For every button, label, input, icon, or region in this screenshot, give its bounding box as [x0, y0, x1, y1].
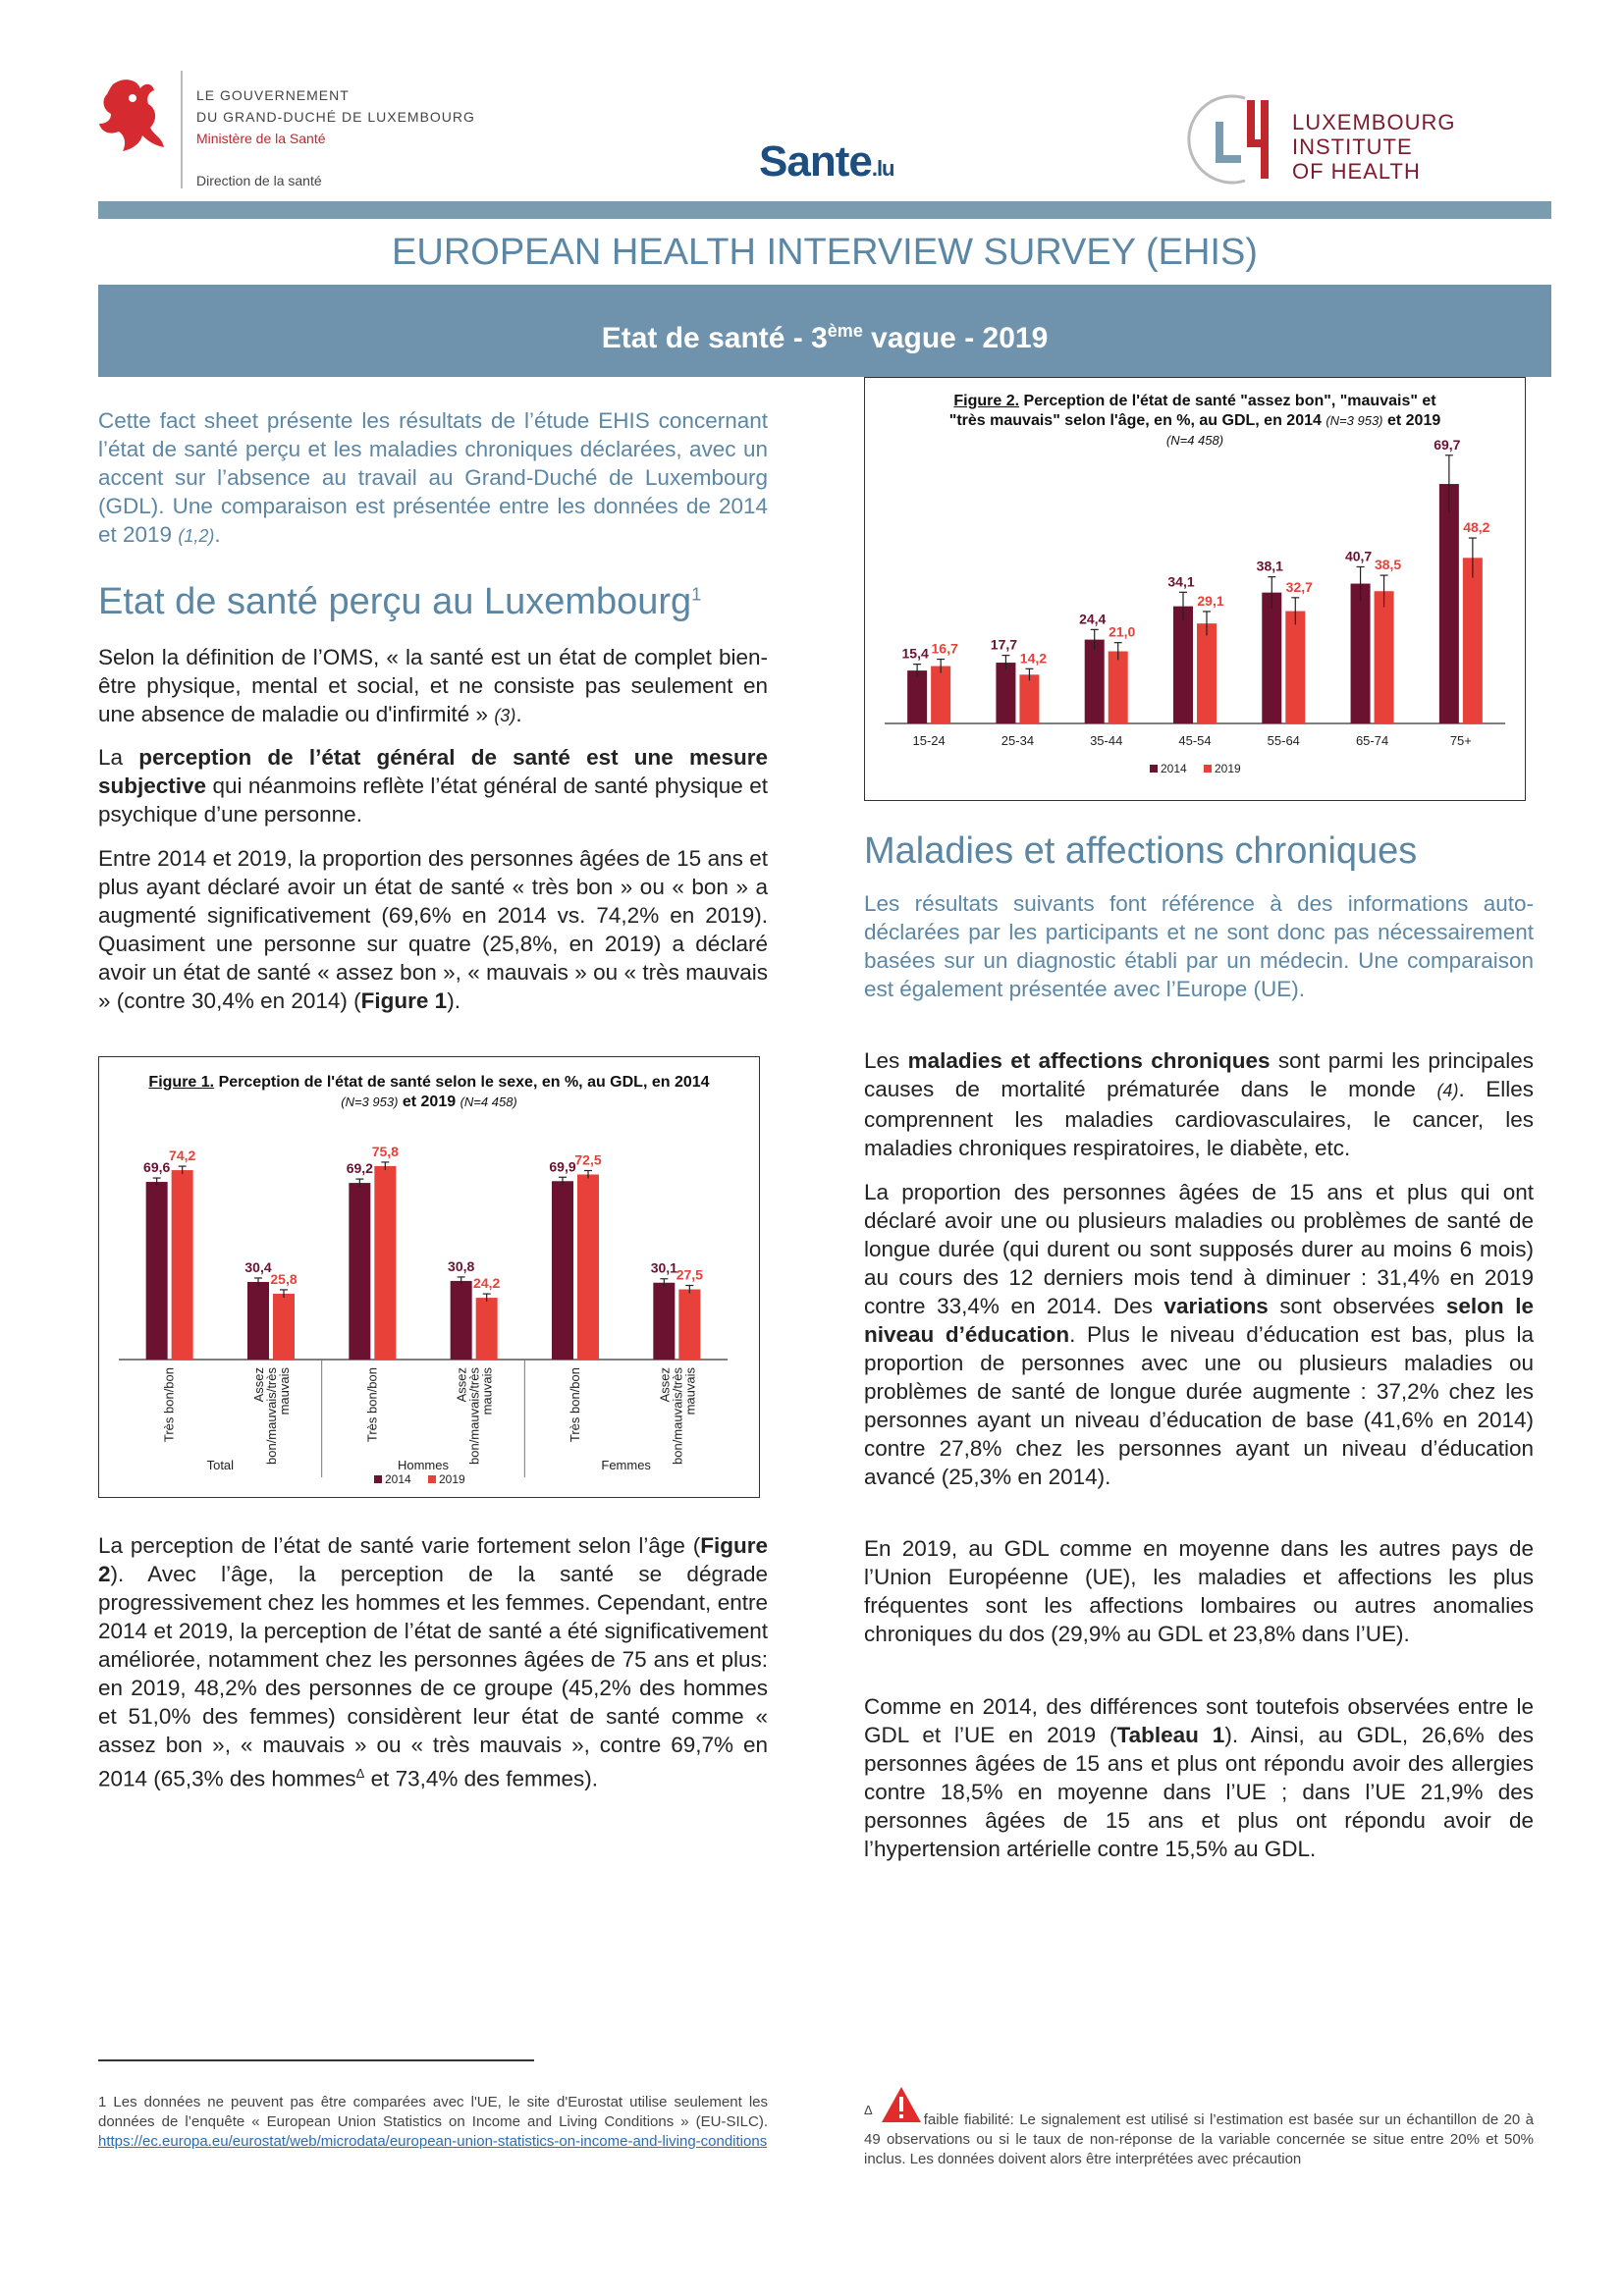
group-label: Hommes [397, 1458, 450, 1472]
heading-chronic: Maladies et affections chroniques [864, 830, 1418, 872]
figure-1-title: Figure 1. Perception de l'état de santé selon le sexe, en %, au GDL, en 2014 (N=3 953) et 2019 (N=4 458) [148, 1074, 710, 1110]
intro-chronic: Les résultats suivants font référence à des informations auto-déclarées par les participants et ne sont donc pas nécessairement basées sur un diagnostic établi par un médecin. Une comparaison est également présentée avec l’Europe (UE). [864, 891, 1534, 1001]
data-label: 74,2 [169, 1148, 196, 1164]
bar-2019 [577, 1175, 599, 1361]
category-label-line: Très bon/bon [161, 1367, 177, 1443]
category-label [455, 1367, 495, 1465]
category-label-line: Assez [251, 1367, 266, 1403]
para-differences: Comme en 2014, des différences sont toutefois observées entre le GDL et l’UE en 2019 (Tableau 1). Ainsi, au GDL, 26,6% des personnes âgées de 15 ans et plus ont répondu avoir des allergies contre 18,5% en moyenne dans l’UE ; dans l’UE 21,9% des personnes âgées de 15 ans et plus ont répondu avoir de l’hypertension artérielle contre 15,5% au GDL. [864, 1694, 1534, 1861]
para-2014-2019: Entre 2014 et 2019, la proportion des personnes âgées de 15 ans et plus ayant déclaré avoir un état de santé « très bon » ou « bon » a augmenté significativement (69,6% en 2014 vs. 74,2% en 2019). Quasiment une personne sur quatre (25,8%, en 2019) a déclaré avoir un état de santé « assez bon », « mauvais » ou « très mauvais » (contre 30,4% en 2014) (Figure 1). [98, 846, 768, 1013]
lih-logo-mark [1186, 90, 1288, 187]
gov-divider [181, 71, 183, 188]
bar-2014 [247, 1282, 269, 1360]
category-label: 45-54 [1178, 733, 1212, 748]
para-eu: En 2019, au GDL comme en moyenne dans les autres pays de l’Union Européenne (UE), les maladies et affections les plus fréquentes sont les affections lombaires ou autres anomalies chroniques du dos (29,9% au GDL et 23,8% dans l’UE). [864, 1536, 1534, 1646]
bar-2019 [172, 1170, 193, 1360]
bar-2019 [678, 1290, 700, 1361]
data-label: 14,2 [1019, 650, 1048, 667]
data-label: 34,1 [1167, 573, 1195, 590]
bar-2014 [349, 1183, 370, 1360]
bar-2014 [1439, 484, 1459, 723]
legend-swatch-2014 [374, 1475, 382, 1483]
category-label-line: bon/mauvais/très [466, 1367, 482, 1465]
legend-swatch-2019 [428, 1475, 436, 1483]
data-label: 72,5 [574, 1151, 602, 1168]
data-label: 30,8 [448, 1257, 475, 1274]
data-label: 15,4 [901, 645, 929, 662]
category-label-line: mauvais [277, 1367, 292, 1415]
subtitle-band [98, 285, 1551, 377]
bar-2014 [1173, 607, 1193, 723]
lih-line2: INSTITUTE [1292, 134, 1413, 159]
data-label: 29,1 [1197, 592, 1224, 609]
lih-line3: OF HEALTH [1292, 159, 1421, 184]
data-label: 21,0 [1109, 623, 1136, 640]
legend-label-2019: 2019 [439, 1472, 465, 1486]
data-label: 17,7 [990, 636, 1018, 653]
bar-2019 [374, 1166, 396, 1360]
data-label: 16,7 [931, 640, 958, 657]
group-label: Femmes [601, 1458, 651, 1472]
figure-2 [864, 377, 1526, 801]
data-label: 75,8 [371, 1143, 399, 1159]
sante-logo [759, 137, 894, 187]
bar-2014 [907, 670, 927, 723]
footnote-1: 1 Les données ne peuvent pas être comparées avec l'UE, le site d'Eurostat utilise seulement les données de l’enquête « European Union Statistics on Income and Living Conditions » (EU-SILC). https://ec.europa.eu/eurostat/web/microdata/european-union-statistics-on-income-and-living-conditions [98, 2094, 768, 2150]
footnote-reliability: Δfaible fiabilité: Le signalement est utilisé si l’estimation est basée sur un échantillon de 20 à 49 observations ou si le taux de non-réponse de la variable concernée se situe entre 20% et 50% inclus. Les données doivent alors être interprétées avec précaution [864, 2103, 1534, 2167]
intro-paragraph: Cette fact sheet présente les résultats de l’étude EHIS concernant l’état de santé perçu et les maladies chroniques déclarées, avec un accent sur l’absence au travail au Grand-Duché de Luxembourg (GDL). Une comparaison est présentée entre les données de 2014 et 2019 (1,2). [98, 408, 768, 547]
category-label-line: bon/mauvais/très [670, 1367, 685, 1465]
para-subjective: La perception de l’état général de santé est une mesure subjective qui néanmoins reflète l’état général de santé physique et psychique d’une personne. [98, 745, 768, 827]
data-label: 25,8 [270, 1270, 298, 1287]
category-label [251, 1367, 292, 1465]
category-label-line: mauvais [479, 1367, 495, 1415]
data-label: 32,7 [1285, 578, 1313, 595]
data-label: 27,5 [676, 1266, 703, 1283]
category-label [657, 1367, 697, 1465]
bar-2014 [552, 1181, 573, 1360]
category-label [568, 1367, 582, 1442]
para-chronic-causes: Les maladies et affections chroniques sont parmi les principales causes de mortalité prématurée dans le monde (4). Elles comprennent les maladies cardiovasculaires, le cancer, les maladies chroniques respiratoires, le diabète, etc. [864, 1048, 1534, 1160]
legend-swatch-2014 [1150, 765, 1158, 773]
data-label: 24,4 [1079, 611, 1107, 627]
bar-2019 [1375, 591, 1394, 723]
data-label: 40,7 [1344, 548, 1373, 564]
gov-line1: LE GOUVERNEMENT [196, 87, 350, 103]
subtitle-pre: Etat de santé - 3 [601, 322, 828, 354]
category-label-line: mauvais [682, 1367, 698, 1415]
subtitle-post: vague - 2019 [862, 322, 1049, 354]
category-label: 15-24 [912, 733, 946, 748]
category-label: 65-74 [1355, 733, 1389, 748]
bar-2014 [146, 1182, 168, 1360]
legend-label-2014: 2014 [1161, 762, 1187, 775]
data-label: 30,4 [244, 1258, 272, 1275]
sante-logo-suffix: .lu [871, 156, 894, 181]
bar-2014 [451, 1281, 472, 1360]
data-label: 69,2 [346, 1160, 373, 1177]
gov-lion-logo [93, 75, 170, 155]
data-label: 38,1 [1256, 558, 1283, 574]
para-age: La perception de l’état de santé varie fortement selon l’âge (Figure 2). Avec l’âge, la perception de la santé se dégrade progressivement chez les hommes et les femmes. Cependant, entre 2014 et 2019, la perception de l’état de santé a été significativement améliorée, notamment chez les personnes âgées de 75 ans et plus: en 2019, 48,2% des personnes de ce groupe (45,2% des hommes et 51,0% des femmes) considèrent leur état de santé comme « assez bon », « mauvais » ou « très mauvais », contre 69,7% en 2014 (65,3% des hommes$^\Delta$ et 73,4% des femmes). [98, 1533, 768, 1791]
figure-1-chart [99, 1057, 759, 1497]
bar-2019 [273, 1294, 295, 1360]
category-label: 25-34 [1001, 733, 1035, 748]
para-education: La proportion des personnes âgées de 15 ans et plus qui ont déclaré avoir une ou plusieurs maladies ou problèmes de santé de longue durée (qui durent ou sont supposés durer au moins 6 mois) au cours des 12 derniers mois tend à diminuer : 31,4% en 2019 contre 33,4% en 2014. Des variations sont observées selon le niveau d’éducation. Plus le niveau d’éducation est bas, plus la proportion de personnes avec une ou plusieurs maladies ou problèmes de santé de longue durée augmente : 37,2% chez les personnes ayant un niveau d’éducation de base (41,6% en 2014) contre 27,8% chez les personnes ayant un niveau d’éducation avancé (25,3% en 2014). [864, 1180, 1534, 1489]
heading-perceived-health: Etat de santé perçu au Luxembourg$^1$ [98, 581, 702, 622]
top-bar [98, 201, 1551, 219]
para-oms-definition: Selon la définition de l’OMS, « la santé est un état de complet bien-être physique, mental et social, et ne consiste pas seulement en une absence de maladie ou d'infirmité » (3). [98, 645, 768, 726]
figure-1 [98, 1056, 760, 1498]
category-label-line: Très bon/bon [568, 1367, 582, 1443]
figure-2-title: Figure 2. Perception de l'état de santé "assez bon", "mauvais" et "très mauvais" selon l'âge, en %, au GDL, en 2014 (N=3 953) et 2019 (N=4 458) [948, 393, 1441, 448]
gov-line2: DU GRAND-DUCHÉ DE LUXEMBOURG [196, 109, 475, 125]
bar-2014 [653, 1283, 675, 1360]
category-label [364, 1367, 379, 1442]
data-label: 30,1 [650, 1259, 677, 1276]
lih-line1: LUXEMBOURG [1292, 110, 1456, 134]
data-label: 38,5 [1374, 557, 1402, 573]
data-label: 69,9 [549, 1158, 576, 1175]
survey-title: EUROPEAN HEALTH INTERVIEW SURVEY (EHIS) [392, 232, 1258, 273]
bar-2019 [1285, 612, 1305, 723]
category-label-line: Assez [454, 1367, 469, 1403]
bar-2014 [1351, 584, 1371, 723]
sante-logo-text: Sante [759, 137, 872, 186]
category-label [162, 1367, 177, 1442]
eurostat-link[interactable]: https://ec.europa.eu/eurostat/web/microdata/european-union-statistics-on-income-and-living-conditions [98, 2133, 768, 2150]
legend-label-2019: 2019 [1215, 762, 1241, 775]
category-label-line: bon/mauvais/très [264, 1367, 279, 1465]
category-label: 55-64 [1267, 733, 1300, 748]
bar-2019 [1019, 674, 1039, 723]
bar-2014 [1085, 640, 1105, 723]
bar-2014 [996, 663, 1015, 723]
lih-logo-text [1292, 110, 1455, 184]
data-label: 48,2 [1463, 519, 1490, 536]
footnote-divider [98, 2059, 534, 2061]
figure-2-chart [865, 378, 1525, 800]
bar-2019 [1197, 623, 1217, 723]
data-label: 69,7 [1434, 436, 1461, 453]
data-label: 24,2 [473, 1275, 501, 1292]
bar-2019 [476, 1298, 498, 1360]
legend-swatch-2019 [1204, 765, 1212, 773]
bar-2019 [1109, 652, 1128, 724]
category-label: 35-44 [1090, 733, 1123, 748]
bar-2014 [1262, 593, 1281, 723]
category-label-line: Assez [657, 1367, 673, 1403]
direction-name: Direction de la santé [196, 173, 322, 188]
category-label: 75+ [1449, 733, 1472, 748]
gov-text [196, 84, 475, 149]
ministry-name: Ministère de la Santé [196, 131, 326, 146]
bar-2019 [931, 667, 950, 723]
subtitle-sup: ème [827, 321, 863, 341]
group-label: Total [206, 1458, 235, 1472]
data-label: 69,6 [143, 1159, 171, 1176]
category-label-line: Très bon/bon [364, 1367, 380, 1443]
bar-2019 [1463, 558, 1483, 723]
legend-label-2014: 2014 [385, 1472, 411, 1486]
